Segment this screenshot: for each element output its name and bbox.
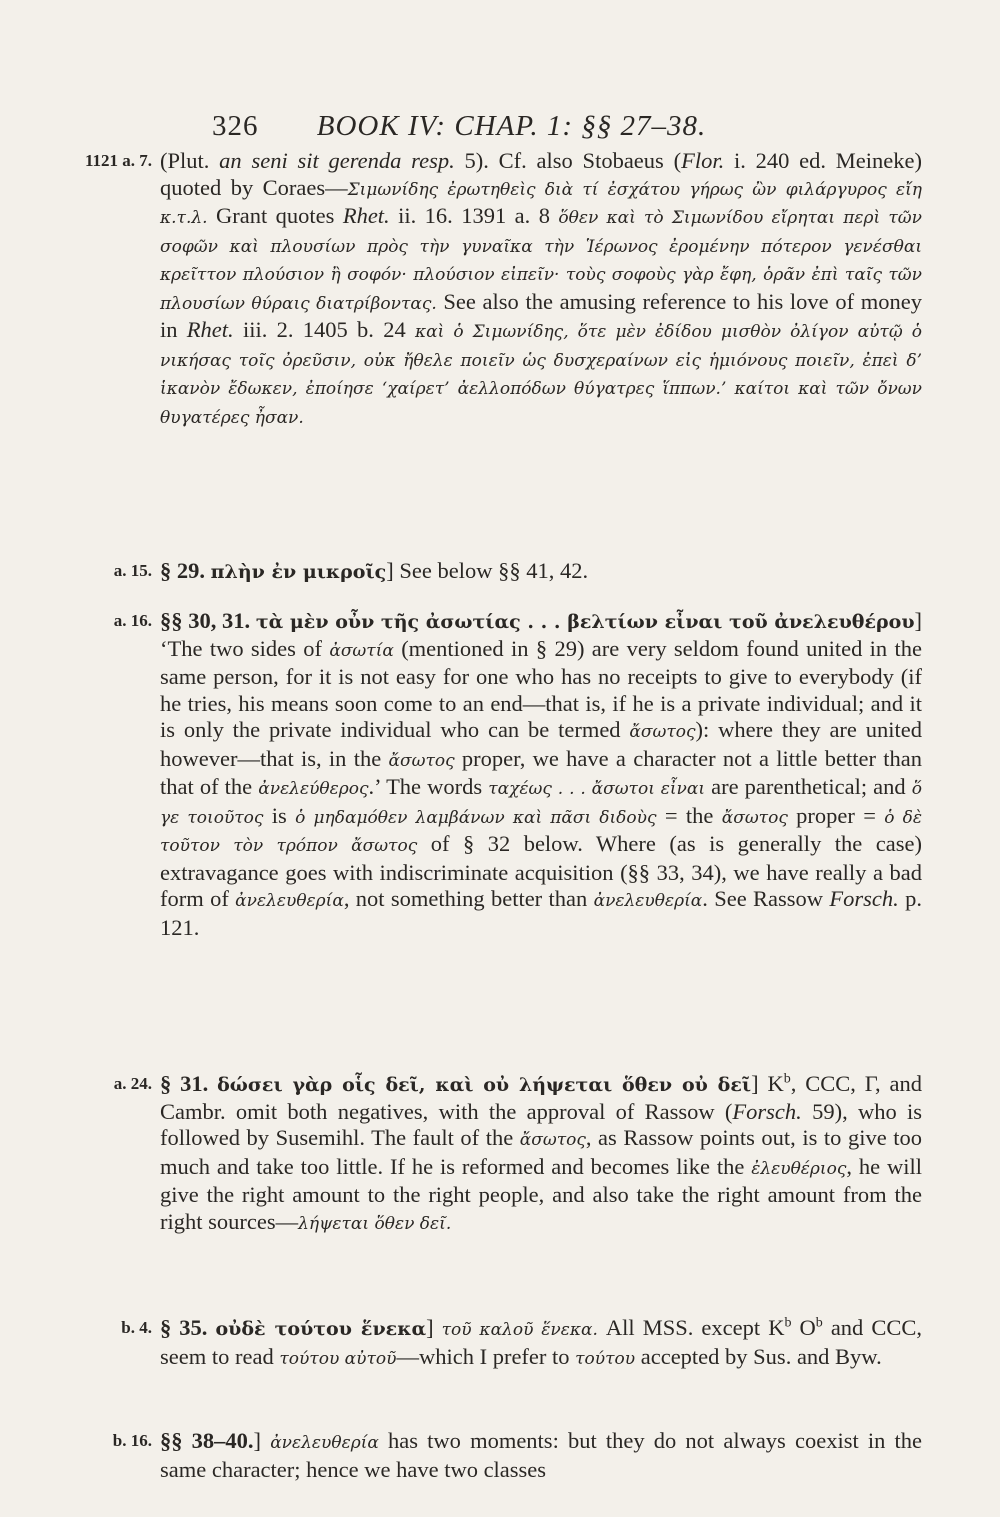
greek-text: ἄσωτος bbox=[721, 807, 788, 828]
greek-text: καὶ ὁ Σιμωνίδης, ὅτε μὲν ἐδίδου μισθὸν ὀλίγον αὐτῷ ὁ νικήσας τοῖς ὀρεῦσιν, οὐκ ἤθελε ποιεῖν ὡς δυσχεραίνων εἰς ἡμιόνους ποιεῖν, ἐπεὶ δ’ ἱκανὸν ἔδωκεν, ἐποίησε ‘χαίρετ’ ἀελλοπόδων θύγατρες ἵππων.’ καίτοι καὶ τῶν ὄνων θυγατέρες ἦσαν. bbox=[160, 322, 922, 428]
greek-text: ἀσωτία bbox=[329, 640, 394, 661]
body-text: ] ‘The two sides of bbox=[160, 608, 922, 661]
body-text: proper, we have a character not a little better than that of the bbox=[160, 745, 923, 799]
section-marker: §§ 30, 31. bbox=[160, 608, 256, 633]
section-marker: § 31. bbox=[160, 1071, 218, 1096]
greek-text: λήψεται ὅθεν δεῖ. bbox=[298, 1213, 452, 1234]
body-text: All MSS. except K bbox=[597, 1315, 785, 1340]
body-text: of § 32 below. Where (as is generally the case) extravagance goes with indiscriminate acquisition (§§ 33, 34), we have really a bad form of bbox=[160, 831, 922, 911]
greek-lemma: δώσει γὰρ οἷς δεῖ, καὶ οὐ λήψεται ὅθεν οὐ δεῖ bbox=[217, 1074, 752, 1096]
italic-text: Forsch. bbox=[732, 1098, 802, 1124]
body-text: and CCC, seem to read bbox=[160, 1315, 923, 1369]
body-text: (mentioned in § 29) are very seldom found united in the same person, for it is not easy for one who has no receipts to give to everybody (if he tries, his means soon come to an end—that is, if he is a private individual; and it is only the private individual who can be termed bbox=[160, 635, 922, 742]
greek-text: τούτου αὐτοῦ bbox=[279, 1348, 397, 1369]
body-text: accepted by Sus. and Byw. bbox=[635, 1343, 882, 1369]
greek-text: ἀνελευθερία bbox=[593, 891, 703, 911]
italic-text: an seni sit gerenda resp. bbox=[219, 148, 455, 173]
greek-text: τούτου bbox=[575, 1348, 636, 1369]
body-text: , as Rassow points out, is to give too much and take too little. If he is reformed and becomes like the bbox=[160, 1125, 922, 1179]
note-body bbox=[160, 608, 922, 941]
greek-lemma: οὐδὲ τούτου ἕνεκα bbox=[215, 1318, 427, 1340]
body-text: ] See below §§ 41, 42. bbox=[386, 558, 589, 583]
greek-text: ἄσωτος bbox=[629, 722, 696, 742]
greek-text: ἀνελευθερία bbox=[235, 891, 344, 911]
body-text: .’ The words bbox=[368, 774, 489, 799]
note-body bbox=[160, 148, 922, 431]
italic-text: Rhet. bbox=[186, 317, 234, 342]
body-text: p. 121. bbox=[160, 886, 922, 940]
greek-text: Σιμωνίδης ἐρωτηθεὶς διὰ τί ἐσχάτου γήρως ὢν φιλάργυρος εἴη κ.τ.λ. bbox=[160, 179, 922, 228]
note-body bbox=[160, 1315, 922, 1372]
greek-text: ὁ δὲ τοῦτον τὸν τρόπον ἄσωτος bbox=[160, 807, 923, 856]
running-title: BOOK IV: CHAP. 1: §§ 27–38. bbox=[316, 110, 707, 142]
section-marker: §§ 38–40. bbox=[160, 1428, 254, 1453]
greek-text: τοῦ καλοῦ ἕνεκα. bbox=[441, 1320, 598, 1340]
body-text: = the bbox=[656, 802, 722, 828]
line-reference: a. 24. bbox=[113, 1074, 152, 1093]
greek-text: ταχέως . . . ἄσωτοι εἶναι bbox=[488, 779, 705, 799]
line-reference: a. 15. bbox=[113, 561, 152, 580]
greek-lemma: τὰ μὲν οὖν τῆς ἀσωτίας . . . βελτίων εἶναι τοῦ ἀνελευθέρου bbox=[255, 611, 915, 633]
greek-lemma: πλὴν ἐν μικροῖς bbox=[210, 561, 387, 583]
body-text: ): where they are united however—that is, in the bbox=[160, 717, 922, 771]
body-text: . See Rassow bbox=[702, 886, 830, 911]
greek-text: ἀνελεύθερος bbox=[258, 779, 369, 799]
body-text: proper = bbox=[787, 802, 885, 828]
superscript: b bbox=[815, 1315, 823, 1331]
body-text: i. 240 ed. Meineke) quoted by Coraes— bbox=[160, 148, 923, 200]
greek-text: ἐλευθέριος bbox=[751, 1158, 847, 1179]
greek-text: ὁ μηδαμόθεν λαμβάνων καὶ πᾶσι διδοὺς bbox=[295, 807, 657, 828]
line-reference: 1121 a. 7. bbox=[84, 151, 152, 170]
line-reference: b. 4. bbox=[121, 1318, 152, 1337]
body-text: are parenthetical; and bbox=[705, 774, 912, 799]
section-marker: § 35. bbox=[160, 1315, 216, 1340]
greek-text: ἀνελευθερία bbox=[270, 1433, 379, 1453]
superscript: b bbox=[784, 1315, 792, 1331]
body-text: 5). Cf. also Stobaeus ( bbox=[454, 148, 682, 173]
body-text: ] K bbox=[751, 1071, 784, 1096]
greek-text: ἄσωτος bbox=[519, 1130, 586, 1150]
body-text: , he will give the right amount to the right people, and also take the right amount from the right sources— bbox=[160, 1153, 922, 1234]
italic-text: Rhet. bbox=[342, 203, 390, 228]
note-body bbox=[160, 1428, 922, 1483]
page-number: 326 bbox=[212, 110, 259, 142]
note-body bbox=[160, 558, 922, 586]
italic-text: Forsch. bbox=[829, 886, 899, 911]
body-text: Grant quotes bbox=[207, 203, 343, 228]
body-text: 59), who is followed by Susemihl. The fault of the bbox=[160, 1098, 923, 1150]
line-reference: b. 16. bbox=[112, 1431, 152, 1450]
section-marker: § 29. bbox=[160, 558, 211, 583]
italic-text: Flor. bbox=[681, 148, 725, 173]
body-text: , not something better than bbox=[343, 886, 594, 911]
body-text: ] bbox=[253, 1428, 271, 1453]
body-text: has two moments: but they do not always coexist in the same character; hence we have two classes bbox=[160, 1428, 922, 1482]
body-text: iii. 2. 1405 b. 24 bbox=[233, 317, 415, 342]
greek-text: ὅ γε τοιοῦτος bbox=[160, 779, 922, 828]
body-text: O bbox=[791, 1315, 816, 1340]
body-text: is bbox=[263, 802, 296, 828]
note-body bbox=[160, 1071, 922, 1237]
body-text: , CCC, Γ, and Cambr. omit both negatives, with the approval of Rassow ( bbox=[160, 1071, 922, 1124]
body-text: —which I prefer to bbox=[396, 1343, 576, 1369]
greek-text: ὅθεν καὶ τὸ Σιμωνίδου εἴρηται περὶ τῶν σοφῶν καὶ πλουσίων πρὸς τὴν γυναῖκα τὴν Ἱέρωνος ἐρομένην πότερον γενέσθαι κρεῖττον πλούσιον ἢ σοφόν· πλούσιον εἰπεῖν· τοὺς σοφοὺς γὰρ ἔφη, ὁρᾶν ἐπὶ ταῖς τῶν πλουσίων θύραις διατρίβοντας. bbox=[160, 208, 922, 314]
body-text: ] bbox=[426, 1315, 442, 1340]
superscript: b bbox=[783, 1071, 791, 1087]
body-text: ii. 16. 1391 a. 8 bbox=[389, 203, 559, 228]
greek-text: ἄσωτος bbox=[388, 750, 455, 771]
running-header bbox=[212, 110, 706, 143]
body-text: See also the amusing reference to his love of money in bbox=[160, 288, 922, 342]
line-reference: a. 16. bbox=[113, 611, 152, 630]
body-text: (Plut. bbox=[160, 148, 220, 173]
